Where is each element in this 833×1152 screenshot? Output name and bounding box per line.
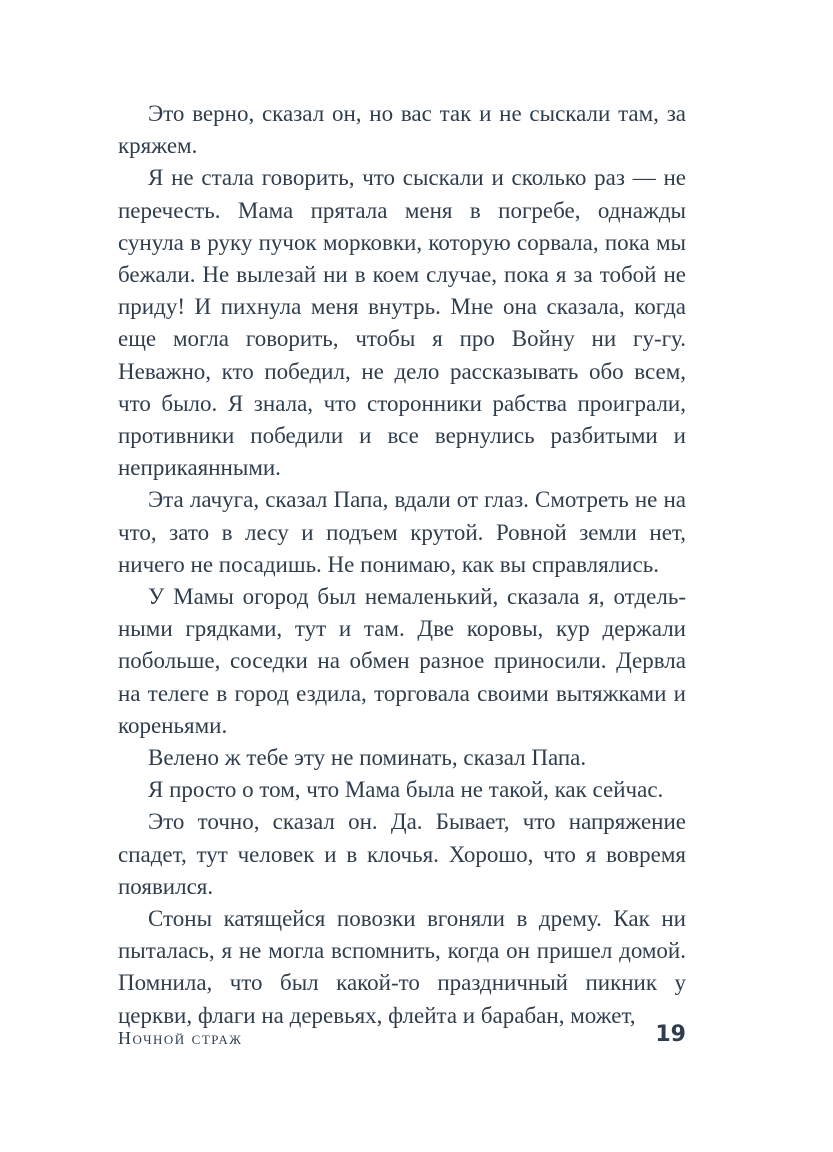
body-text	[118, 98, 686, 1032]
paragraph-1: Это верно, сказал он, но вас так и не сыскали там, за кряжем.	[118, 101, 686, 159]
paragraph-8: Стоны катящейся повозки вгоняли в дрему. Как ни пыталась, я не могла вспомнить, когда он пришел домой. Помнила, что был какой-то праздничный пикник у церкви, флаги на деревьях, флейта и барабан, может,	[118, 906, 686, 1028]
paragraph-6: Я просто о том, что Мама была не такой, как сейчас.	[148, 777, 664, 803]
paragraph-2: Я не стала говорить, что сыскали и сколько раз — не перечесть. Мама прятала меня в погребе, однажды сунула в руку пучок морковки, которую сорвала, пока мы бежали. Не вылезай ни в коем случае, пока я за тобой не приду! И пихнула меня внутрь. Мне она сказала, когда еще могла говорить, чтобы я про Войну ни гу-гу. Неважно, кто победил, не дело рассказывать обо всем, что было. Я знала, что сторонники рабства проиграли, противники победили и все вернулись разбитыми и неприкаянными.	[118, 165, 686, 481]
paragraph-5: Велено ж тебе эту не поминать, сказал Папа.	[148, 745, 587, 771]
paragraph-3: Эта лачуга, сказал Папа, вдали от глаз. Смотреть не на что, зато в лесу и подъем крутой. Ровной земли нет, ничего не посадишь. Не понимаю, как вы справлялись.	[118, 487, 686, 577]
paragraph-4: У Мамы огород был немаленький, сказала я, отдельными грядками, тут и там. Две коровы, кур держали побольше, соседки на обмен разное приносили. Дервла на телеге в город ездила, торговала своими вытяжками и кореньями.	[118, 584, 686, 738]
running-footer-title: Ночной страж	[118, 1028, 243, 1048]
paragraph-7: Это точно, сказал он. Да. Бывает, что напряжение спадет, тут человек и в клочья. Хорошо, что я вовремя появился.	[118, 809, 686, 899]
page-number: 19	[655, 1022, 686, 1047]
